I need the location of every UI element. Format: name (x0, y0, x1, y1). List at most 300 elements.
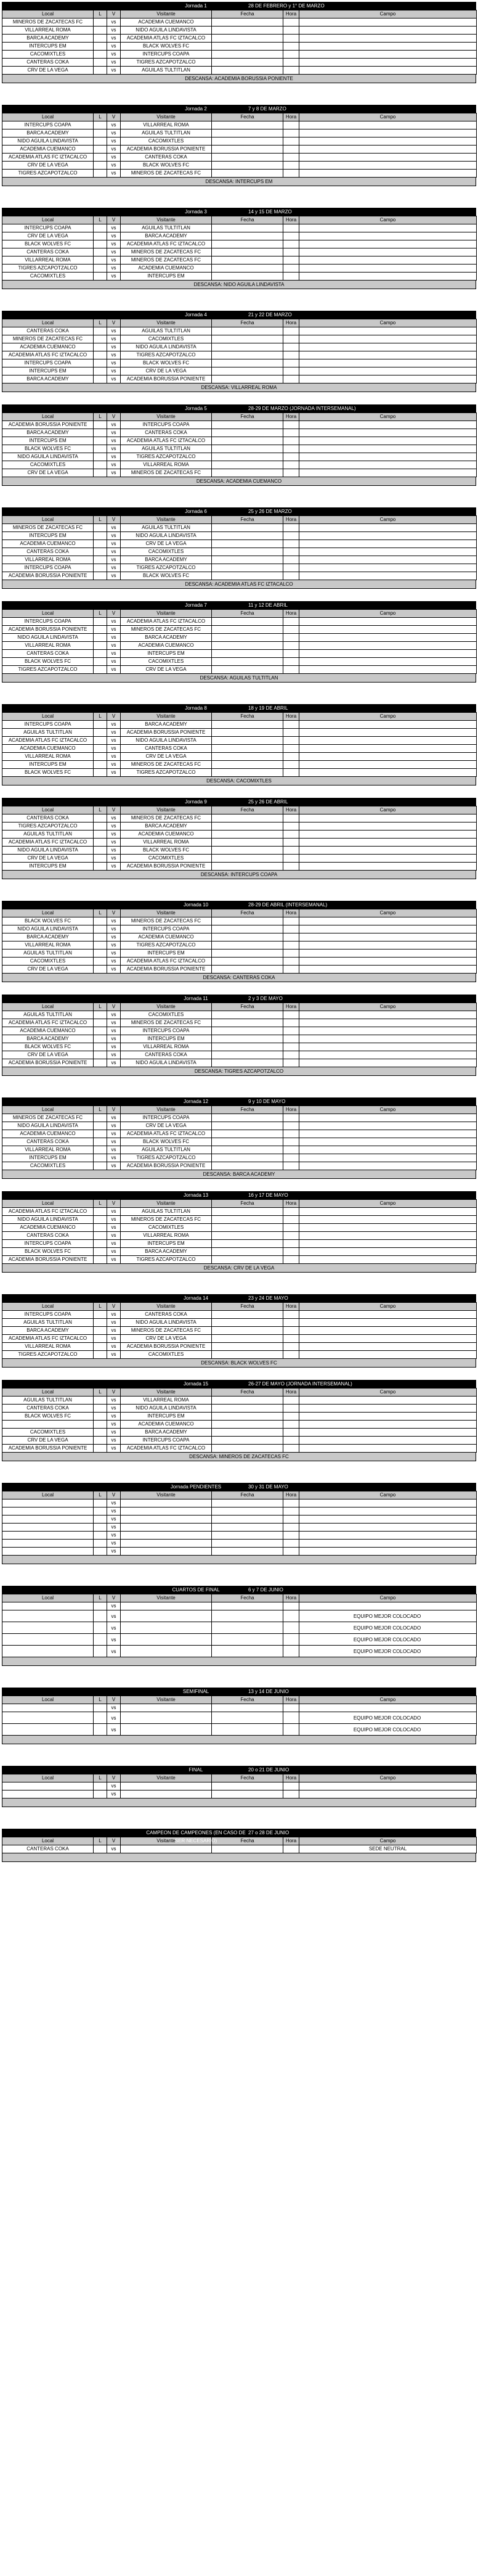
match-time (283, 642, 299, 650)
score-home (94, 658, 107, 666)
match-date (212, 958, 283, 966)
away-team: ACADEMIA CUEMANCO (121, 1421, 212, 1429)
away-team: INTERCUPS EM (121, 1413, 212, 1421)
jornada-label: Jornada 9 (185, 799, 207, 805)
vs-label: vs (107, 1548, 121, 1556)
match-field (299, 67, 477, 75)
score-home (94, 650, 107, 658)
home-team: VILLARREAL ROMA (2, 753, 94, 761)
match-time (283, 1114, 299, 1122)
vs-label: vs (107, 1122, 121, 1130)
match-time (283, 1019, 299, 1027)
column-header-hora: Hora (283, 319, 299, 327)
column-header-visitante: Visitante (121, 413, 212, 421)
table-header-row (2, 909, 477, 917)
vs-label: vs (107, 1724, 121, 1736)
column-header-l: L (94, 713, 107, 721)
column-header-campo: Campo (299, 1303, 477, 1311)
away-team: NIDO AGUILA LINDAVISTA (121, 1405, 212, 1413)
match-time (283, 950, 299, 958)
match-field: EQUIPO MEJOR COLOCADO (299, 1610, 477, 1622)
match-field (299, 1027, 477, 1035)
match-time (283, 1343, 299, 1351)
jornada-header (2, 704, 476, 712)
vs-label: vs (107, 1059, 121, 1067)
score-home (94, 1114, 107, 1122)
score-home (94, 375, 107, 384)
match-time (283, 1507, 299, 1516)
column-header-visitante: Visitante (121, 319, 212, 327)
column-header-fecha: Fecha (212, 713, 283, 721)
match-field (299, 1704, 477, 1712)
column-header-v: V (107, 1003, 121, 1011)
match-time (283, 1437, 299, 1445)
home-team: BARCA ACADEMY (2, 375, 94, 384)
away-team (121, 1712, 212, 1724)
match-field (299, 1232, 477, 1240)
away-team (121, 1704, 212, 1712)
column-header-campo: Campo (299, 1388, 477, 1397)
jornada-date: 13 y 14 DE JUNIO (248, 1689, 289, 1694)
home-team (2, 1646, 94, 1657)
rest-team-note: DESCANSA: NIDO AGUILA LINDAVISTA (2, 281, 476, 289)
table-row (2, 626, 477, 634)
match-table (2, 1199, 477, 1264)
match-time (283, 359, 299, 367)
table-header-row (2, 413, 477, 421)
home-team: CACOMIXTLES (2, 1162, 94, 1170)
away-team: MINEROS DE ZACATECAS FC (121, 626, 212, 634)
match-field (299, 1011, 477, 1019)
column-header-hora: Hora (283, 1594, 299, 1602)
match-time (283, 925, 299, 933)
vs-label: vs (107, 761, 121, 769)
column-header-hora: Hora (283, 216, 299, 224)
vs-label: vs (107, 863, 121, 871)
match-date (212, 1311, 283, 1319)
column-header-hora: Hora (283, 1696, 299, 1704)
table-row (2, 1524, 477, 1532)
match-time (283, 351, 299, 359)
match-time (283, 265, 299, 273)
vs-label: vs (107, 1845, 121, 1853)
match-field (299, 1319, 477, 1327)
home-team: ACADEMIA ATLAS FC IZTACALCO (2, 154, 94, 162)
score-home (94, 564, 107, 572)
match-time (283, 666, 299, 674)
away-team: BARCA ACADEMY (121, 1429, 212, 1437)
away-team: CRV DE LA VEGA (121, 1122, 212, 1130)
jornada-block (2, 798, 476, 879)
away-team: TIGRES AZCAPOTZALCO (121, 941, 212, 950)
match-field (299, 265, 477, 273)
home-team: TIGRES AZCAPOTZALCO (2, 1351, 94, 1359)
vs-label: vs (107, 925, 121, 933)
vs-label: vs (107, 248, 121, 256)
match-date (212, 1516, 283, 1524)
match-date (212, 1622, 283, 1634)
match-field (299, 745, 477, 753)
score-home (94, 1421, 107, 1429)
jornada-date: 25 y 26 DE ABRIL (248, 799, 288, 805)
match-field (299, 1413, 477, 1421)
match-field (299, 1240, 477, 1248)
table-row (2, 1335, 477, 1343)
match-date (212, 634, 283, 642)
rest-team-note (2, 1853, 476, 1862)
home-team: VILLARREAL ROMA (2, 642, 94, 650)
home-team: CRV DE LA VEGA (2, 966, 94, 974)
jornada-date: 26-27 DE MAYO (JORNADA INTERSEMANAL) (248, 1381, 352, 1387)
column-header-campo: Campo (299, 610, 477, 618)
away-team: INTERCUPS COAPA (121, 1437, 212, 1445)
table-row (2, 721, 477, 729)
match-time (283, 335, 299, 343)
vs-label: vs (107, 1712, 121, 1724)
table-row (2, 1130, 477, 1138)
home-team: CANTERAS COKA (2, 59, 94, 67)
score-home (94, 721, 107, 729)
score-home (94, 129, 107, 137)
rest-team-note: DESCANSA: VILLARREAL ROMA (2, 384, 476, 392)
score-home (94, 453, 107, 461)
score-home (94, 121, 107, 129)
match-time (283, 1043, 299, 1051)
match-time (283, 769, 299, 777)
match-field (299, 224, 477, 232)
jornada-block (2, 1829, 476, 1862)
away-team (121, 1646, 212, 1657)
column-header-local: Local (2, 1837, 94, 1845)
score-home (94, 822, 107, 831)
away-team: CANTERAS COKA (121, 429, 212, 437)
away-team (121, 1532, 212, 1540)
match-table (2, 1003, 477, 1067)
home-team: ACADEMIA BORUSSIA PONIENTE (2, 421, 94, 429)
column-header-local: Local (2, 1200, 94, 1208)
match-field (299, 1059, 477, 1067)
match-date (212, 1437, 283, 1445)
match-date (212, 1043, 283, 1051)
vs-label: vs (107, 1154, 121, 1162)
vs-label: vs (107, 1343, 121, 1351)
match-time (283, 941, 299, 950)
match-field (299, 1256, 477, 1264)
match-date (212, 1019, 283, 1027)
table-row (2, 1248, 477, 1256)
score-home (94, 1548, 107, 1556)
table-row (2, 1405, 477, 1413)
jornada-date: 28-29 DE ABRIL (INTERSEMANAL) (248, 902, 328, 908)
vs-label: vs (107, 1524, 121, 1532)
table-row (2, 831, 477, 839)
rest-team-note: DESCANSA: TIGRES AZCAPOTZALCO (2, 1067, 476, 1076)
vs-label: vs (107, 170, 121, 178)
vs-label: vs (107, 729, 121, 737)
score-home (94, 1232, 107, 1240)
away-team: ACADEMIA ATLAS FC IZTACALCO (121, 1130, 212, 1138)
table-header-row (2, 216, 477, 224)
away-team: AGUILAS TULTITLAN (121, 129, 212, 137)
match-field (299, 1114, 477, 1122)
match-time (283, 1712, 299, 1724)
match-field: EQUIPO MEJOR COLOCADO (299, 1724, 477, 1736)
table-row (2, 1035, 477, 1043)
match-date (212, 1602, 283, 1610)
column-header-campo: Campo (299, 1696, 477, 1704)
match-time (283, 1532, 299, 1540)
match-date (212, 1540, 283, 1548)
away-team: INTERCUPS COAPA (121, 51, 212, 59)
match-time (283, 745, 299, 753)
jornada-label: Jornada 11 (184, 996, 208, 1001)
score-home (94, 950, 107, 958)
table-row (2, 917, 477, 925)
match-date (212, 1122, 283, 1130)
away-team: INTERCUPS COAPA (121, 1114, 212, 1122)
match-table (2, 1302, 477, 1359)
score-home (94, 745, 107, 753)
table-row (2, 1051, 477, 1059)
match-date (212, 1351, 283, 1359)
table-row (2, 1445, 477, 1453)
table-row (2, 35, 477, 43)
score-home (94, 626, 107, 634)
score-home (94, 1122, 107, 1130)
column-header-l: L (94, 216, 107, 224)
rest-team-note: DESCANSA: INTERCUPS COAPA (2, 871, 476, 879)
match-time (283, 154, 299, 162)
home-team (2, 1704, 94, 1712)
match-field (299, 626, 477, 634)
match-time (283, 1397, 299, 1405)
home-team: ACADEMIA BORUSSIA PONIENTE (2, 1256, 94, 1264)
home-team (2, 1622, 94, 1634)
score-home (94, 1256, 107, 1264)
home-team: VILLARREAL ROMA (2, 941, 94, 950)
vs-label: vs (107, 1327, 121, 1335)
column-header-hora: Hora (283, 909, 299, 917)
column-header-campo: Campo (299, 806, 477, 814)
score-home (94, 1035, 107, 1043)
match-table (2, 1491, 477, 1556)
match-time (283, 1248, 299, 1256)
match-time (283, 232, 299, 240)
column-header-campo: Campo (299, 1594, 477, 1602)
match-time (283, 1499, 299, 1507)
vs-label: vs (107, 1146, 121, 1154)
match-field (299, 1224, 477, 1232)
match-field (299, 1043, 477, 1051)
home-team: CACOMIXTLES (2, 273, 94, 281)
score-home (94, 958, 107, 966)
match-time (283, 445, 299, 453)
table-row (2, 618, 477, 626)
match-time (283, 35, 299, 43)
table-row (2, 265, 477, 273)
jornada-label: CUARTOS DE FINAL (172, 1587, 220, 1593)
match-field (299, 1421, 477, 1429)
home-team: CANTERAS COKA (2, 814, 94, 822)
match-time (283, 1327, 299, 1335)
score-home (94, 1516, 107, 1524)
match-field (299, 941, 477, 950)
table-row (2, 1343, 477, 1351)
column-header-local: Local (2, 516, 94, 524)
jornada-date: 28 DE FEBRERO y 1° DE MARZO (248, 3, 325, 9)
table-row (2, 327, 477, 335)
home-team: INTERCUPS COAPA (2, 359, 94, 367)
match-date (212, 925, 283, 933)
table-row (2, 1019, 477, 1027)
column-header-visitante: Visitante (121, 1594, 212, 1602)
match-field (299, 137, 477, 146)
table-row (2, 146, 477, 154)
score-home (94, 1224, 107, 1232)
score-home (94, 556, 107, 564)
match-time (283, 1704, 299, 1712)
score-home (94, 863, 107, 871)
home-team: BLACK WOLVES FC (2, 1043, 94, 1051)
match-time (283, 1232, 299, 1240)
away-team: NIDO AGUILA LINDAVISTA (121, 27, 212, 35)
match-date (212, 18, 283, 27)
match-date (212, 1499, 283, 1507)
match-time (283, 863, 299, 871)
table-row (2, 27, 477, 35)
jornada-date: 27 o 28 DE JUNIO (248, 1830, 290, 1836)
table-row (2, 1114, 477, 1122)
vs-label: vs (107, 831, 121, 839)
match-date (212, 1248, 283, 1256)
score-home (94, 1845, 107, 1853)
column-header-l: L (94, 10, 107, 18)
column-header-l: L (94, 1303, 107, 1311)
away-team: ACADEMIA ATLAS FC IZTACALCO (121, 35, 212, 43)
away-team: BARCA ACADEMY (121, 721, 212, 729)
away-team: INTERCUPS EM (121, 273, 212, 281)
column-header-visitante: Visitante (121, 1106, 212, 1114)
match-time (283, 532, 299, 540)
table-row (2, 966, 477, 974)
match-date (212, 745, 283, 753)
away-team: BARCA ACADEMY (121, 556, 212, 564)
jornada-header (2, 1380, 476, 1388)
away-team: AGUILAS TULTITLAN (121, 524, 212, 532)
score-home (94, 445, 107, 453)
match-table (2, 1388, 477, 1453)
match-field (299, 1138, 477, 1146)
column-header-fecha: Fecha (212, 1003, 283, 1011)
column-header-l: L (94, 1106, 107, 1114)
jornada-header (2, 1294, 476, 1302)
home-team (2, 1602, 94, 1610)
table-row (2, 1154, 477, 1162)
match-date (212, 650, 283, 658)
table-row (2, 658, 477, 666)
match-date (212, 146, 283, 154)
home-team: VILLARREAL ROMA (2, 256, 94, 265)
vs-label: vs (107, 540, 121, 548)
match-date (212, 642, 283, 650)
jornada-header (2, 1688, 476, 1696)
home-team: INTERCUPS COAPA (2, 224, 94, 232)
away-team: INTERCUPS EM (121, 1035, 212, 1043)
home-team: MINEROS DE ZACATECAS FC (2, 524, 94, 532)
match-time (283, 721, 299, 729)
match-field (299, 359, 477, 367)
score-home (94, 1059, 107, 1067)
match-field (299, 129, 477, 137)
match-date (212, 1532, 283, 1540)
match-field (299, 170, 477, 178)
match-date (212, 170, 283, 178)
away-team (121, 1540, 212, 1548)
home-team: INTERCUPS COAPA (2, 121, 94, 129)
match-date (212, 933, 283, 941)
score-home (94, 1216, 107, 1224)
table-header-row (2, 113, 477, 121)
match-date (212, 469, 283, 477)
match-field (299, 863, 477, 871)
match-field (299, 43, 477, 51)
away-team: BLACK WOLVES FC (121, 162, 212, 170)
away-team: TIGRES AZCAPOTZALCO (121, 1256, 212, 1264)
match-date (212, 1256, 283, 1264)
column-header-fecha: Fecha (212, 1491, 283, 1499)
jornada-label: Jornada 5 (185, 406, 207, 411)
home-team: NIDO AGUILA LINDAVISTA (2, 1122, 94, 1130)
table-row (2, 1319, 477, 1327)
vs-label: vs (107, 1051, 121, 1059)
table-row (2, 650, 477, 658)
match-time (283, 1548, 299, 1556)
match-table (2, 515, 477, 580)
vs-label: vs (107, 1311, 121, 1319)
column-header-fecha: Fecha (212, 319, 283, 327)
match-time (283, 958, 299, 966)
column-header-local: Local (2, 1491, 94, 1499)
away-team: MINEROS DE ZACATECAS FC (121, 248, 212, 256)
column-header-local: Local (2, 713, 94, 721)
match-time (283, 453, 299, 461)
vs-label: vs (107, 1622, 121, 1634)
score-home (94, 224, 107, 232)
match-field (299, 421, 477, 429)
home-team: VILLARREAL ROMA (2, 1343, 94, 1351)
column-header-campo: Campo (299, 1003, 477, 1011)
jornada-date: 18 y 19 DE ABRIL (248, 705, 288, 711)
match-date (212, 27, 283, 35)
away-team (121, 1516, 212, 1524)
vs-label: vs (107, 839, 121, 847)
match-date (212, 1610, 283, 1622)
match-date (212, 351, 283, 359)
column-header-hora: Hora (283, 713, 299, 721)
vs-label: vs (107, 1019, 121, 1027)
column-header-campo: Campo (299, 1106, 477, 1114)
score-home (94, 248, 107, 256)
table-row (2, 1256, 477, 1264)
vs-label: vs (107, 461, 121, 469)
match-field: EQUIPO MEJOR COLOCADO (299, 1622, 477, 1634)
match-date (212, 822, 283, 831)
column-header-local: Local (2, 1003, 94, 1011)
column-header-l: L (94, 909, 107, 917)
score-home (94, 170, 107, 178)
jornada-label: CAMPEON DE CAMPEONES (EN CASO DE SER NECESARIO) (146, 1830, 246, 1844)
table-row (2, 351, 477, 359)
